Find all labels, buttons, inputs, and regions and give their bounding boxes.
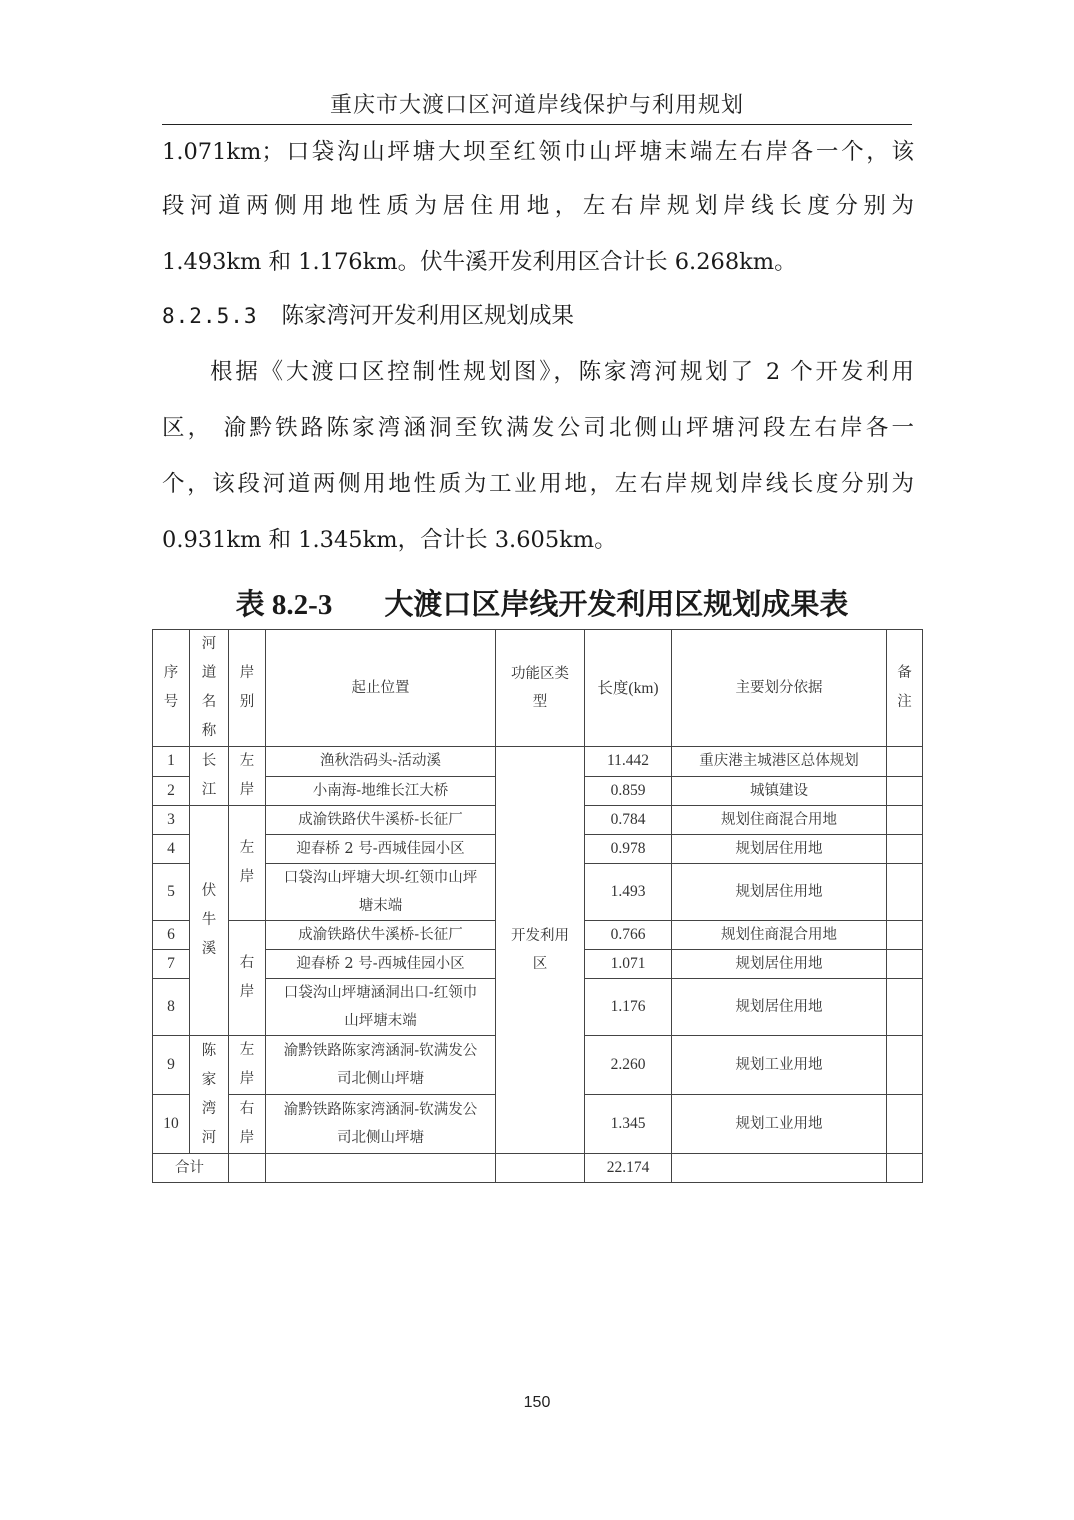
cell-basis: 重庆港主城港区总体规划	[672, 747, 887, 777]
section-number: 8.2.5.3	[162, 304, 258, 328]
location-text: 小南海-地维长江大桥	[312, 782, 449, 799]
cell-remark	[887, 864, 923, 921]
river-name: 长江	[201, 753, 217, 798]
cell-length: 0.766	[585, 921, 672, 950]
cell-river-name	[190, 747, 229, 806]
cell-seq: 6	[153, 921, 190, 950]
cell-length: 11.442	[585, 747, 672, 777]
cell-location	[266, 806, 496, 835]
cell-basis: 城镇建设	[672, 776, 887, 806]
cell-remark	[887, 747, 923, 777]
cell-remark	[887, 806, 923, 835]
cell-seq: 9	[153, 1036, 190, 1095]
paragraph-2-line-1: 根据《大渡口区控制性规划图》，陈家湾河规划了 2 个开发利用	[210, 359, 914, 385]
header-zone-type: 功能区类型	[496, 630, 585, 747]
running-header: 重庆市大渡口区河道岸线保护与利用规划	[329, 93, 744, 118]
cell-remark	[887, 979, 923, 1036]
cell-length: 0.784	[585, 806, 672, 835]
cell-location	[266, 979, 496, 1036]
bank-name: 右岸	[239, 1101, 255, 1146]
cell-length: 1.493	[585, 864, 672, 921]
cell-total-remark	[887, 1154, 923, 1183]
cell-location	[266, 835, 496, 864]
cell-remark	[887, 921, 923, 950]
header-river: 河道名称	[190, 630, 229, 747]
table-header-row	[153, 630, 923, 747]
cell-remark	[887, 1095, 923, 1154]
location-text: 口袋沟山坪塘涵洞出口-红领巾山坪塘末端	[283, 985, 478, 1029]
cell-location	[266, 747, 496, 777]
paragraph-1-line-2: 段河道两侧用地性质为居住用地，左右岸规划岸线长度分别为	[162, 193, 914, 219]
section-title: 陈家湾河开发利用区规划成果	[281, 303, 575, 329]
cell-total-zone	[496, 1154, 585, 1183]
location-text: 成渝铁路伏牛溪桥-长征厂	[298, 812, 463, 828]
cell-location	[266, 864, 496, 921]
cell-river-name	[190, 806, 229, 1036]
paragraph-2-line-4: 0.931km 和 1.345km，合计长 3.605km。	[162, 527, 617, 553]
header-location: 起止位置	[266, 630, 496, 747]
paragraph-2-line-2: 区， 渝黔铁路陈家湾涵洞至钦满发公司北侧山坪塘河段左右岸各一	[162, 415, 914, 441]
cell-bank	[229, 1095, 266, 1154]
header-remark: 备注	[887, 630, 923, 747]
cell-location	[266, 950, 496, 979]
page-number: 150	[523, 1394, 551, 1411]
cell-seq: 1	[153, 747, 190, 777]
table-total-row	[153, 1154, 923, 1183]
header-divider	[162, 124, 912, 125]
cell-length: 1.176	[585, 979, 672, 1036]
cell-length: 2.260	[585, 1036, 672, 1095]
cell-basis: 规划居住用地	[672, 864, 887, 921]
cell-location	[266, 776, 496, 806]
header-basis: 主要划分依据	[672, 630, 887, 747]
cell-basis: 规划住商混合用地	[672, 806, 887, 835]
location-text: 迎春桥 2 号-西城佳园小区	[296, 841, 465, 857]
cell-length: 0.859	[585, 776, 672, 806]
table-row	[153, 747, 923, 777]
location-text: 口袋沟山坪塘大坝-红领巾山坪塘末端	[283, 870, 478, 914]
cell-basis: 规划工业用地	[672, 1095, 887, 1154]
results-table	[152, 629, 923, 1183]
cell-length: 1.345	[585, 1095, 672, 1154]
cell-total-length: 22.174	[585, 1154, 672, 1183]
paragraph-2-line-3: 个，该段河道两侧用地性质为工业用地，左右岸规划岸线长度分别为	[162, 471, 914, 497]
cell-basis: 规划居住用地	[672, 835, 887, 864]
paragraph-1-line-3: 1.493km 和 1.176km。伏牛溪开发利用区合计长 6.268km。	[162, 249, 797, 275]
header-length: 长度(km)	[585, 630, 672, 747]
cell-bank	[229, 1036, 266, 1095]
cell-seq: 2	[153, 776, 190, 806]
header-seq: 序号	[153, 630, 190, 747]
cell-location	[266, 921, 496, 950]
cell-river-name	[190, 1036, 229, 1154]
cell-basis: 规划工业用地	[672, 1036, 887, 1095]
cell-total-basis	[672, 1154, 887, 1183]
table-caption	[152, 582, 922, 623]
cell-total-label: 合计	[153, 1154, 229, 1183]
paragraph-1-line-1: 1.071km；口袋沟山坪塘大坝至红领巾山坪塘末端左右岸各一个，该	[162, 139, 914, 165]
cell-zone-type	[496, 747, 585, 1154]
table-caption-title: 大渡口区岸线开发利用区规划成果表	[384, 587, 849, 621]
cell-seq: 4	[153, 835, 190, 864]
cell-remark	[887, 776, 923, 806]
cell-seq: 8	[153, 979, 190, 1036]
cell-location	[266, 1095, 496, 1154]
cell-bank	[229, 806, 266, 921]
cell-seq: 7	[153, 950, 190, 979]
zone-type-text: 开发利用区	[510, 928, 569, 972]
cell-total-location	[266, 1154, 496, 1183]
cell-remark	[887, 835, 923, 864]
cell-bank	[229, 747, 266, 806]
cell-basis: 规划居住用地	[672, 950, 887, 979]
cell-bank	[229, 921, 266, 1036]
section-heading	[162, 298, 574, 330]
table-caption-number: 表 8.2-3	[235, 589, 333, 621]
location-text: 渝黔铁路陈家湾涵洞-钦满发公司北侧山坪塘	[283, 1043, 478, 1087]
bank-name: 左岸	[239, 1042, 255, 1087]
cell-seq: 5	[153, 864, 190, 921]
location-text: 渔秋浩码头-活动溪	[320, 753, 441, 770]
location-text: 成渝铁路伏牛溪桥-长征厂	[298, 927, 463, 943]
cell-seq: 10	[153, 1095, 190, 1154]
cell-basis: 规划居住用地	[672, 979, 887, 1036]
river-name: 陈家湾河	[201, 1042, 217, 1146]
cell-remark	[887, 1036, 923, 1095]
river-name: 伏牛溪	[201, 883, 217, 957]
cell-seq: 3	[153, 806, 190, 835]
cell-length: 1.071	[585, 950, 672, 979]
header-bank: 岸别	[229, 630, 266, 747]
cell-length: 0.978	[585, 835, 672, 864]
location-text: 渝黔铁路陈家湾涵洞-钦满发公司北侧山坪塘	[283, 1102, 478, 1146]
cell-basis: 规划住商混合用地	[672, 921, 887, 950]
bank-name: 左岸	[239, 753, 255, 798]
cell-location	[266, 1036, 496, 1095]
bank-name: 左岸	[239, 840, 255, 885]
location-text: 迎春桥 2 号-西城佳园小区	[296, 956, 465, 972]
cell-total-bank	[229, 1154, 266, 1183]
bank-name: 右岸	[239, 955, 255, 1000]
cell-remark	[887, 950, 923, 979]
